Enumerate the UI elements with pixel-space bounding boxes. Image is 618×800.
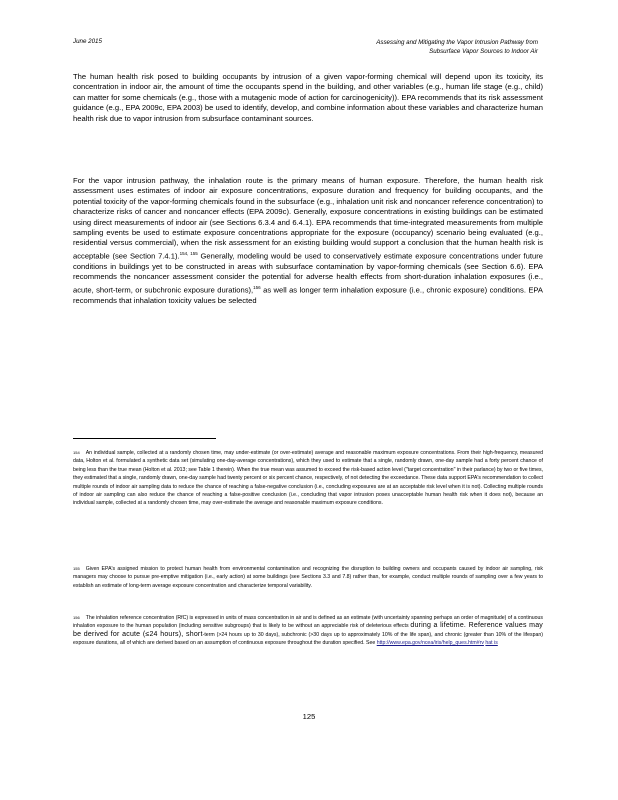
header-date: June 2015 <box>73 38 102 45</box>
paragraph-text-part1: For the vapor intrusion pathway, the inhalation route is the primary means of human exposure. Therefore, the human health risk assessment uses estimates of indoor air exposure concentrations, exposure duration and frequency for building occupants, and the potential toxicity of the vapor-forming chemicals found in the subsurface (e.g., inhalation unit risk and noncancer reference concentration) to characterize risks of cancer and noncancer effects (EPA 2009c). Generally, exposure concentrations in existing buildings can be estimated using direct measurements of indoor air (see Sections 6.3.4 and 6.4.1). EPA recommends that time-integrated measurements from multiple sampling events be used to estimate exposure concentrations appropriate for the exposure (occupancy) scenario being evaluated (e.g., residential versus commercial), when the risk assessment for an existing building would support a conclusion that the human health risk is acceptable (see Section 7.4.1). <box>73 176 543 261</box>
footnote-text: Given EPA's assigned mission to protect human health from environmental contamination and recognizing the disruption to building owners and occupants caused by indoor air sampling, risk managers may choose to pursue pre-emptive mitigation (i.e., early action) at some buildings (see Sections 3.3 and 7.8) rather than, for example, conduct multiple rounds of sampling over a few years to establish an estimate of long-term average exposure concentration and characterize temporal variability. <box>73 566 543 589</box>
footnote-154 <box>73 449 543 508</box>
footnote-text: The inhalation reference concentration (RfC) is expressed in units of mass concentration in air and is defined as an estimate (with uncertainty spanning perhaps an order of magnitude) of a continuous inhalation exposure to the human population (including sensitive subgroups) that is likely to be without an appreciable risk of deleterious effects <box>73 615 543 630</box>
footnote-ref-154-155[interactable]: 154, 155 <box>179 250 198 256</box>
header-title-line2: Subsurface Vapor Sources to Indoor Air <box>429 48 538 55</box>
footnote-divider <box>73 438 216 439</box>
paragraph-inhalation-pathway <box>73 176 543 306</box>
footnote-number: 156 <box>73 615 80 620</box>
iris-help-link-tail[interactable]: hat is <box>485 640 498 647</box>
header-title-line1: Assessing and Mitigating the Vapor Intrusion Pathway from <box>376 39 538 46</box>
footnote-text-enlarged: during a lifetime. Reference values may be derived for acute (≤24 hours), short <box>73 622 543 638</box>
footnote-155 <box>73 565 543 590</box>
footnote-text: -term (>24 hours up to 30 days), subchronic (>30 days up to approximately 10% of the life span), and chronic (greater than 10% of the lifespan) exposure durations, all of which are derived based on an assumption of continuous exposure throughout the duration specified. See <box>73 631 543 647</box>
paragraph-text-part2: Generally, modeling would be used to conservatively estimate exposure concentrations under future conditions in buildings yet to be constructed in areas with subsurface contamination by vapor-forming chemicals (see Section 6.6). EPA recommends the noncancer assessment consider the potential for adverse health effects from short-duration inhalation exposures (i.e., acute, short-term, or subchronic exposure durations), <box>73 251 543 295</box>
paragraph-text-part3: as well as longer term inhalation exposure (i.e., chronic exposure) conditions. EPA recommends that inhalation toxicity values be selected <box>73 285 543 305</box>
header-title <box>376 38 538 56</box>
footnote-156 <box>73 614 543 648</box>
page-number: 125 <box>302 712 316 721</box>
footnote-number: 154 <box>73 450 80 455</box>
footnote-number: 155 <box>73 566 80 571</box>
iris-help-link[interactable]: http://www.epa.gov/ncea/iris/help_ques.htm#rv <box>376 640 484 647</box>
footnote-ref-156[interactable]: 156 <box>253 284 261 290</box>
paragraph-health-risk: The human health risk posed to building occupants by intrusion of a given vapor-forming chemical will depend upon its toxicity, its concentration in indoor air, the amount of time the occupants spend in the building, and other variables (e.g., human life stage (e.g., child) can matter for some chemicals (e.g., those with a mutagenic mode of action for carcinogenicity)). EPA recommends that its risk assessment guidance (e.g., EPA 2009c, EPA 2003) be used to identify, develop, and combine information about these variables and characterize human health risk due to vapor intrusion from subsurface contaminant sources. <box>73 72 543 123</box>
footnote-text: An individual sample, collected at a randomly chosen time, may under-estimate (or over-estimate) average and reasonable maximum exposure concentrations. From their high-frequency, measured data, Holton et al. formulated a synthetic data set (simulating one-day-average concentrations), which they used to estimate that a single, randomly drawn, one-day sample had a forty percent chance of being less than the true mean (Holton et al. 2013; see Table 1 therein). When the true mean was assumed to exceed the risk-based action level ("target concentration" in their parlance) by two or five times, they estimated that a single, randomly drawn, one-day sample had twenty percent or six percent chance, respectively, of not detecting the exceedance. These data support EPA's recommendation to collect multiple rounds of indoor air sampling data to reduce the chance of reaching a false-negative conclusion (i.e., concluding exposures are at an acceptable risk level when it is not). Collecting multiple rounds of indoor air sampling can also reduce the chance of reaching a false-positive conclusion (i.e., concluding that vapor intrusion poses unacceptable human health risk when it does not), because an individual sample, collected at a randomly chosen time, may over-estimate the average and reasonable maximum exposure conditions. <box>73 450 543 507</box>
